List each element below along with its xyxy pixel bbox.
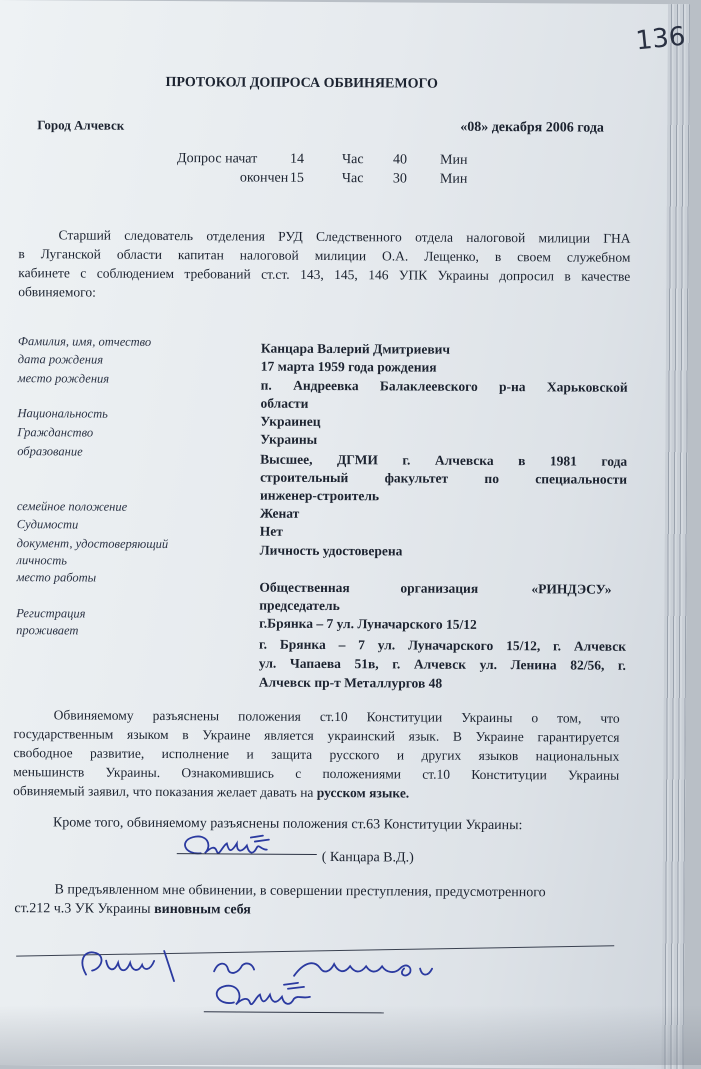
pob-value xyxy=(260,377,627,415)
language-line: меньшинств Украины. Ознакомившись с положениями ст.10 Конституции Украины xyxy=(13,764,620,783)
intro-line: обвиняемого: xyxy=(18,284,96,300)
page-stack-edge xyxy=(661,4,690,1069)
language-line-last xyxy=(13,781,619,804)
charge-guilty-text: виновным себя xyxy=(154,901,251,918)
pob-line: области xyxy=(260,395,309,411)
residence-value xyxy=(259,635,626,694)
language-line: свободное развитие, исполнение и защита русского и других языков национальных xyxy=(13,745,620,764)
id-doc-value: Личность удостоверена xyxy=(259,542,403,559)
time-end-label: окончен xyxy=(239,170,289,186)
education-line: строительный факультет по специальности xyxy=(260,469,628,487)
work-position: председатель xyxy=(259,597,340,614)
residence-line: Алчевск пр-т Металлургов 48 xyxy=(258,674,443,691)
language-line: государственным языком в Украине является украинский язык. В Украине гарантируется xyxy=(13,726,620,745)
charge-line-2 xyxy=(14,901,251,918)
marital-value: Женат xyxy=(259,505,300,521)
education-line: Высшее, ДГМИ г. Алчевска в 1981 года xyxy=(260,451,628,469)
language-text: обвиняемый заявил, что показания желает давать на xyxy=(13,783,314,800)
id-doc-label: документ, удостоверяющий xyxy=(16,536,169,552)
document-date: «08» декабря 2006 года xyxy=(460,119,604,136)
education-line: инженер-строитель xyxy=(259,487,380,504)
intro-line: Старший следователь отделения РУД Следственного отдела налоговой милиции ГНА xyxy=(58,227,631,246)
time-start-label: Допрос начат xyxy=(176,151,258,167)
convictions-label: Судимости xyxy=(16,517,79,532)
pob-line: п. Андреевка Балаклеевского р-на Харьковской xyxy=(260,377,628,395)
time-min-label-2: Мин xyxy=(439,171,468,187)
citizenship-value: Украины xyxy=(260,431,318,447)
citizenship-label: Гражданство xyxy=(17,425,94,440)
marital-label: семейное положение xyxy=(16,499,128,514)
convictions-value: Нет xyxy=(259,523,283,539)
language-paragraph xyxy=(13,705,620,804)
time-end-min: 30 xyxy=(392,171,407,187)
education-value xyxy=(260,451,627,507)
intro-paragraph xyxy=(18,225,630,305)
residence-line: г. Брянка – 7 ул. Луначарского 15/12, г. Алчевск xyxy=(259,636,627,654)
document-title: ПРОТОКОЛ ДОПРОСА ОБВИНЯЕМОГО xyxy=(165,75,438,92)
work-org-name: «РИНДЭСУ» xyxy=(531,581,612,597)
intro-line: в Луганской области капитан налоговой милиции О.А. Лещенко, в своем служебном xyxy=(18,246,631,265)
charge-line-1: В предъявленном мне обвинении, в совершении преступления, предусмотренного xyxy=(54,882,546,901)
work-org-word-2: организация xyxy=(400,580,479,596)
nationality-value: Украинец xyxy=(260,413,321,429)
time-hour-label-2: Час xyxy=(341,171,364,187)
language-value: русском языке. xyxy=(316,784,410,801)
language-line: Обвиняемому разъяснены положения ст.10 Конституции Украины о том, что xyxy=(53,707,620,726)
registration-label: Регистрация xyxy=(16,606,86,621)
art63-line: Кроме того, обвиняемому разъяснены положения ст.63 Конституции Украины: xyxy=(52,815,523,834)
pob-label: место рождения xyxy=(17,371,110,386)
dob-value: 17 марта 1959 года рождения xyxy=(260,358,437,375)
time-start-min: 40 xyxy=(392,152,408,168)
page-number: 136 xyxy=(634,21,687,57)
intro-line: кабинете с соблюдением требований ст.ст. 143, 145, 146 УПК Украины допросил в качестве xyxy=(18,265,631,284)
work-org-word-1: Общественная xyxy=(259,579,350,596)
charge-article: ст.212 ч.3 УК Украины xyxy=(14,901,151,917)
time-start-hour: 14 xyxy=(289,151,305,167)
nationality-label: Национальность xyxy=(17,406,108,421)
work-value-line-1 xyxy=(259,580,626,598)
work-label: место работы xyxy=(16,570,97,585)
time-end-hour: 15 xyxy=(289,170,304,186)
time-min-label: Мин xyxy=(439,152,468,168)
accused-signature-1 xyxy=(171,831,321,868)
bottom-shadow xyxy=(0,1005,701,1065)
time-hour-label: Час xyxy=(341,152,364,168)
fio-label: Фамилия, имя, отчество xyxy=(17,334,152,349)
fio-value: Канцара Валерий Дмитриевич xyxy=(260,340,451,357)
registration-value: г.Брянка – 7 ул. Луначарского 15/12 xyxy=(259,615,477,632)
signature-name: ( Канцара В.Д.) xyxy=(321,849,414,866)
id-doc-label-2: личность xyxy=(16,553,68,568)
dob-label: дата рождения xyxy=(17,352,104,367)
city: Город Алчевск xyxy=(37,117,125,133)
education-label: образование xyxy=(17,444,83,459)
residence-label: проживает xyxy=(16,623,79,638)
residence-line: ул. Чапаева 51в, г. Алчевск ул. Ленина 82/56, г. xyxy=(258,655,626,673)
